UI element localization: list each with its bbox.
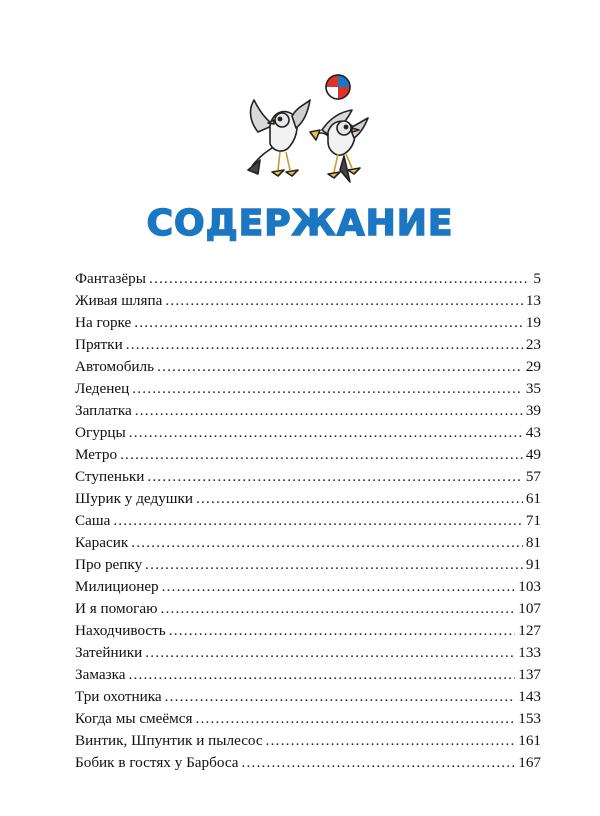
toc-dot-leader bbox=[157, 356, 523, 378]
toc-entry-page-number: 49 bbox=[525, 446, 541, 463]
toc-dot-leader bbox=[129, 422, 523, 444]
toc-entry-title: Фантазёры bbox=[75, 270, 146, 287]
toc-entry[interactable] bbox=[75, 444, 541, 466]
toc-entry-title: Ступеньки bbox=[75, 468, 145, 485]
toc-entry[interactable] bbox=[75, 708, 541, 730]
toc-entry-page-number: 161 bbox=[518, 732, 541, 749]
toc-entry-page-number: 103 bbox=[518, 578, 541, 595]
toc-entry-title: Бобик в гостях у Барбоса bbox=[75, 754, 239, 771]
toc-dot-leader bbox=[145, 642, 515, 664]
toc-dot-leader bbox=[120, 444, 523, 466]
toc-entry-title: Леденец bbox=[75, 380, 130, 397]
toc-entry[interactable] bbox=[75, 290, 541, 312]
page-title: СОДЕРЖАНИЕ bbox=[146, 203, 454, 244]
toc-entry[interactable] bbox=[75, 466, 541, 488]
right-bird-icon bbox=[310, 110, 368, 182]
toc-entry-title: Заплатка bbox=[75, 402, 132, 419]
toc-dot-leader bbox=[161, 598, 516, 620]
toc-entry[interactable] bbox=[75, 334, 541, 356]
toc-entry[interactable] bbox=[75, 752, 541, 774]
toc-entry-page-number: 29 bbox=[525, 358, 541, 375]
toc-entry-page-number: 153 bbox=[518, 710, 541, 727]
toc-dot-leader bbox=[165, 686, 516, 708]
toc-entry[interactable] bbox=[75, 356, 541, 378]
toc-entry-page-number: 57 bbox=[525, 468, 541, 485]
toc-entry[interactable] bbox=[75, 532, 541, 554]
toc-entry-title: На горке bbox=[75, 314, 132, 331]
toc-dot-leader bbox=[196, 708, 516, 730]
toc-entry[interactable] bbox=[75, 664, 541, 686]
toc-entry-page-number: 81 bbox=[525, 534, 541, 551]
toc-entry[interactable] bbox=[75, 686, 541, 708]
toc-entry-page-number: 19 bbox=[525, 314, 541, 331]
toc-entry[interactable] bbox=[75, 554, 541, 576]
toc-dot-leader bbox=[129, 664, 516, 686]
toc-entry-title: Прятки bbox=[75, 336, 123, 353]
toc-entry[interactable] bbox=[75, 642, 541, 664]
left-bird-icon bbox=[248, 100, 310, 176]
toc-entry-title: Огурцы bbox=[75, 424, 126, 441]
toc-entry-title: Шурик у дедушки bbox=[75, 490, 193, 507]
toc-entry[interactable] bbox=[75, 268, 541, 290]
toc-entry-page-number: 167 bbox=[518, 754, 541, 771]
birds-with-ball-icon bbox=[240, 70, 370, 190]
toc-dot-leader bbox=[147, 466, 522, 488]
toc-dot-leader bbox=[165, 290, 522, 312]
toc-entry[interactable] bbox=[75, 730, 541, 752]
toc-entry-title: Затейники bbox=[75, 644, 143, 661]
toc-entry-page-number: 143 bbox=[518, 688, 541, 705]
toc-dot-leader bbox=[169, 620, 516, 642]
ball-icon bbox=[326, 75, 350, 99]
toc-entry-title: Автомобиль bbox=[75, 358, 155, 375]
toc-entry-page-number: 39 bbox=[525, 402, 541, 419]
toc-dot-leader bbox=[132, 378, 523, 400]
toc-entry[interactable] bbox=[75, 488, 541, 510]
toc-dot-leader bbox=[266, 730, 516, 752]
toc-dot-leader bbox=[242, 752, 516, 774]
toc-entry-title: Три охотника bbox=[75, 688, 162, 705]
toc-entry-page-number: 71 bbox=[525, 512, 541, 529]
toc-entry[interactable] bbox=[75, 620, 541, 642]
toc-entry[interactable] bbox=[75, 378, 541, 400]
toc-entry-title: И я помогаю bbox=[75, 600, 158, 617]
toc-dot-leader bbox=[162, 576, 516, 598]
toc-entry-page-number: 61 bbox=[525, 490, 541, 507]
toc-entry[interactable] bbox=[75, 576, 541, 598]
toc-entry-page-number: 35 bbox=[525, 380, 541, 397]
toc-dot-leader bbox=[131, 532, 523, 554]
toc-entry[interactable] bbox=[75, 400, 541, 422]
table-of-contents bbox=[75, 268, 541, 774]
toc-entry-page-number: 127 bbox=[518, 622, 541, 639]
toc-entry-title: Находчивость bbox=[75, 622, 166, 639]
toc-entry-page-number: 23 bbox=[525, 336, 541, 353]
toc-dot-leader bbox=[145, 554, 523, 576]
toc-dot-leader bbox=[135, 400, 523, 422]
toc-entry-page-number: 13 bbox=[525, 292, 541, 309]
toc-entry-title: Замазка bbox=[75, 666, 126, 683]
toc-entry-page-number: 5 bbox=[533, 270, 541, 287]
toc-dot-leader bbox=[126, 334, 523, 356]
toc-entry[interactable] bbox=[75, 510, 541, 532]
toc-entry[interactable] bbox=[75, 312, 541, 334]
toc-entry-page-number: 43 bbox=[525, 424, 541, 441]
toc-entry-title: Винтик, Шпунтик и пылесос bbox=[75, 732, 263, 749]
toc-entry-title: Когда мы смеёмся bbox=[75, 710, 193, 727]
toc-entry-title: Про репку bbox=[75, 556, 143, 573]
toc-entry-page-number: 107 bbox=[518, 600, 541, 617]
toc-entry-title: Милиционер bbox=[75, 578, 159, 595]
toc-entry-title: Метро bbox=[75, 446, 118, 463]
toc-entry-title: Карасик bbox=[75, 534, 129, 551]
toc-entry[interactable] bbox=[75, 598, 541, 620]
toc-dot-leader bbox=[196, 488, 523, 510]
toc-entry-page-number: 91 bbox=[525, 556, 541, 573]
toc-dot-leader bbox=[134, 312, 523, 334]
toc-entry-page-number: 137 bbox=[518, 666, 541, 683]
toc-entry-title: Саша bbox=[75, 512, 111, 529]
toc-dot-leader bbox=[149, 268, 530, 290]
birds-illustration bbox=[240, 70, 370, 190]
toc-entry[interactable] bbox=[75, 422, 541, 444]
toc-entry-title: Живая шляпа bbox=[75, 292, 163, 309]
toc-entry-page-number: 133 bbox=[518, 644, 541, 661]
toc-dot-leader bbox=[113, 510, 523, 532]
